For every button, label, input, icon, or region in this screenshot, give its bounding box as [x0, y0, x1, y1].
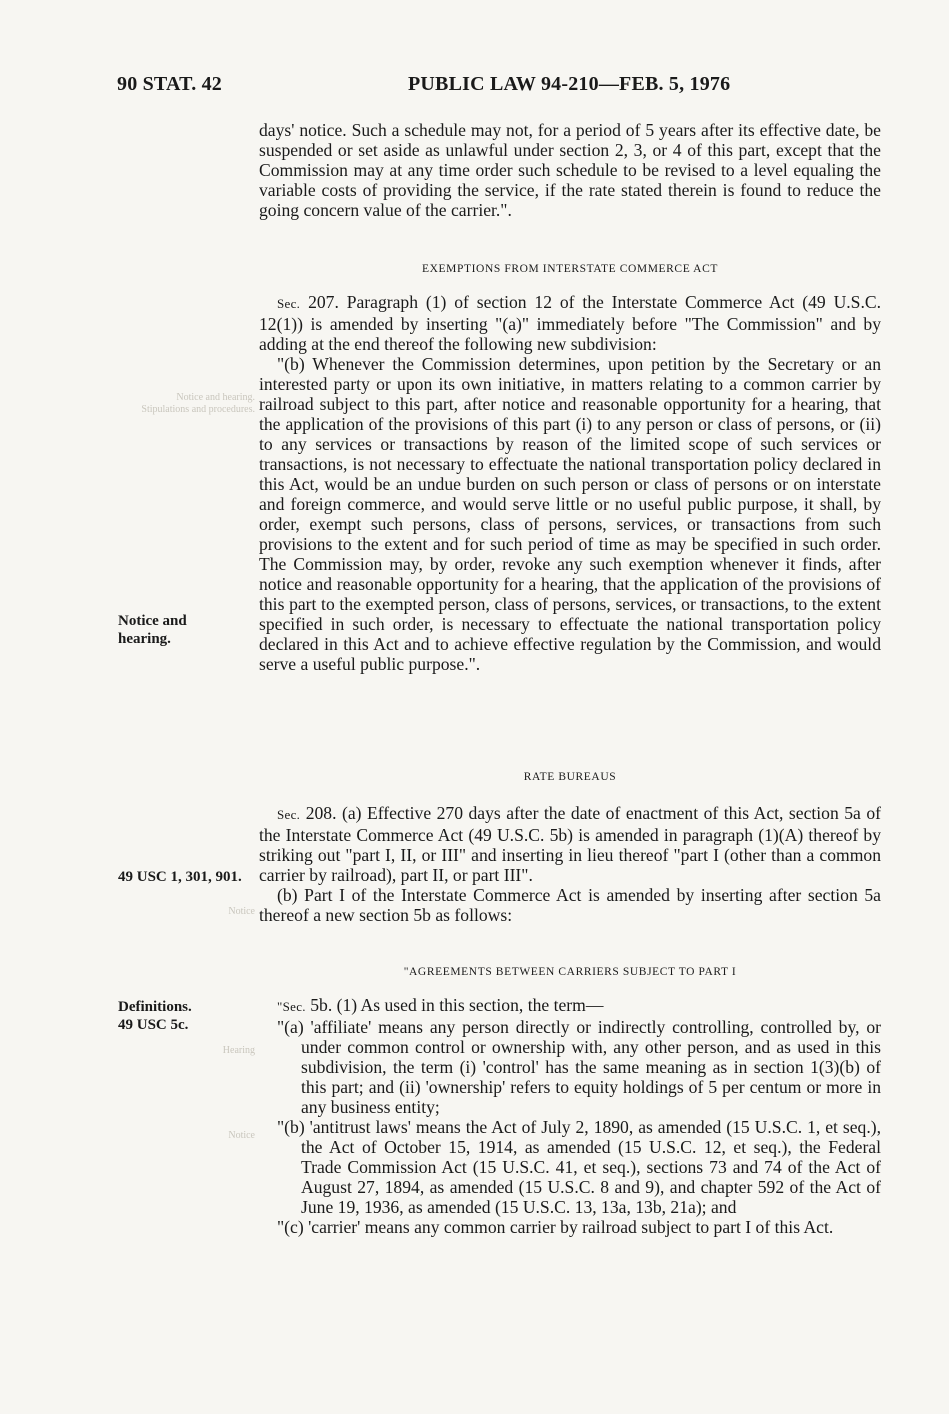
text-block-sec5b	[259, 995, 881, 1237]
bleed-through-note: Notice and hearing. Stipulations and procedures.	[141, 392, 255, 415]
bleed-through-note: Notice	[228, 1130, 255, 1141]
paragraph-sec207	[259, 292, 881, 354]
section-heading-agreements: "AGREEMENTS BETWEEN CARRIERS SUBJECT TO PART I	[403, 966, 737, 978]
sec208a-text: 208. (a) Effective 270 days after the date of enactment of this Act, section 5a of the Interstate Commerce Act (49 U.S.C. 5b) is amended in paragraph (1)(A) thereof by striking out "part I, II, or III" and inserting in lieu thereof "part I (other than a common carrier by railroad), part II, or part III".	[259, 803, 881, 885]
paragraph-sec5b	[259, 995, 881, 1017]
text-block-continuation	[259, 120, 881, 220]
margin-note-definitions: Definitions.	[118, 999, 192, 1015]
sec-label: Sec.	[277, 296, 301, 311]
bleed-through-note: Notice	[228, 906, 255, 917]
text-block-sec208	[259, 803, 881, 925]
definition-carrier: "(c) 'carrier' means any common carrier by railroad subject to part I of this Act.	[277, 1217, 834, 1237]
paragraph-schedule-continuation: days' notice. Such a schedule may not, for a period of 5 years after its effective date, be suspended or set aside as unlawful under section 2, 3, or 4 of this part, except that the Commission may at any time order such schedule to be revised to a level equaling the variable costs of providing the service, if the rate stated therein is found to reduce the going concern value of the carrier.".	[259, 120, 881, 220]
paragraph-sec208a	[259, 803, 881, 885]
definition-affiliate: "(a) 'affiliate' means any person directly or indirectly controlling, controlled by, or under common control or ownership with, any other person, and as used in this subdivision, the term (i) 'control' has the same meaning as in section 1(3)(b) of this part; and (ii) 'ownership' refers to equity holdings of 5 per centum or more in any business entity;	[277, 1017, 881, 1117]
text-block-sec207	[259, 292, 881, 674]
margin-note-definitions-usc: 49 USC 5c.	[118, 1017, 189, 1033]
bleed-through-note: Hearing	[222, 1045, 255, 1056]
page-stat-number: 90 STAT. 42	[117, 73, 222, 95]
margin-note-notice-hearing: Notice and hearing.	[118, 613, 187, 647]
page-header-title: PUBLIC LAW 94-210—FEB. 5, 1976	[408, 73, 731, 95]
paragraph-sec208b: (b) Part I of the Interstate Commerce Act is amended by inserting after section 5a thereof a new section 5b as follows:	[259, 885, 881, 925]
section-heading-rate-bureaus: RATE BUREAUS	[523, 771, 617, 783]
margin-note-usc-citation: 49 USC 1, 301, 901.	[118, 869, 242, 885]
sec207-text: 207. Paragraph (1) of section 12 of the Interstate Commerce Act (49 U.S.C. 12(1)) is amended by inserting "(a)" immediately before "The Commission" and by adding at the end thereof the following new subdivision:	[259, 292, 881, 354]
sec5b-text: 5b. (1) As used in this section, the term—	[305, 995, 604, 1015]
paragraph-sec207-subdivision-b: "(b) Whenever the Commission determines, upon petition by the Secretary or an interested party or upon its own initiative, in matters relating to a common carrier by railroad subject to this part, after notice and reasonable opportunity for a hearing, that the application of the provisions of this part (i) to any person or class of persons, or (ii) to any services or transactions by reason of the limited scope of such services or transactions, is not necessary to effectuate the national transportation policy declared in this Act, would be an undue burden on such person or class of persons or on interstate and foreign commerce, and would serve little or no useful public purpose, it shall, by order, exempt such persons, class of persons, services, or transactions from such provisions to the extent and for such period of time as may be specified in such order. The Commission may, by order, revoke any such exemption whenever it finds, after notice and reasonable opportunity for a hearing, that the application of the provisions of this part to the exempted person, class of persons, services, or transactions, to the extent specified in such order, is necessary to effectuate the national transportation policy declared in this Act and to achieve effective regulation by the Commission, and would serve a useful public purpose.".	[259, 354, 881, 674]
sec-label: Sec.	[277, 807, 301, 822]
definition-antitrust-laws: "(b) 'antitrust laws' means the Act of July 2, 1890, as amended (15 U.S.C. 1, et seq.), the Act of October 15, 1914, as amended (15 U.S.C. 12, et seq.), the Federal Trade Commission Act (15 U.S.C. 41, et seq.), sections 73 and 74 of the Act of August 27, 1894, as amended (15 U.S.C. 8 and 9), and chapter 592 of the Act of June 19, 1936, as amended (15 U.S.C. 13, 13a, 13b, 21a); and	[277, 1117, 881, 1217]
section-heading-exemptions: EXEMPTIONS FROM INTERSTATE COMMERCE ACT	[422, 263, 718, 275]
sec-label: "Sec.	[277, 999, 306, 1014]
